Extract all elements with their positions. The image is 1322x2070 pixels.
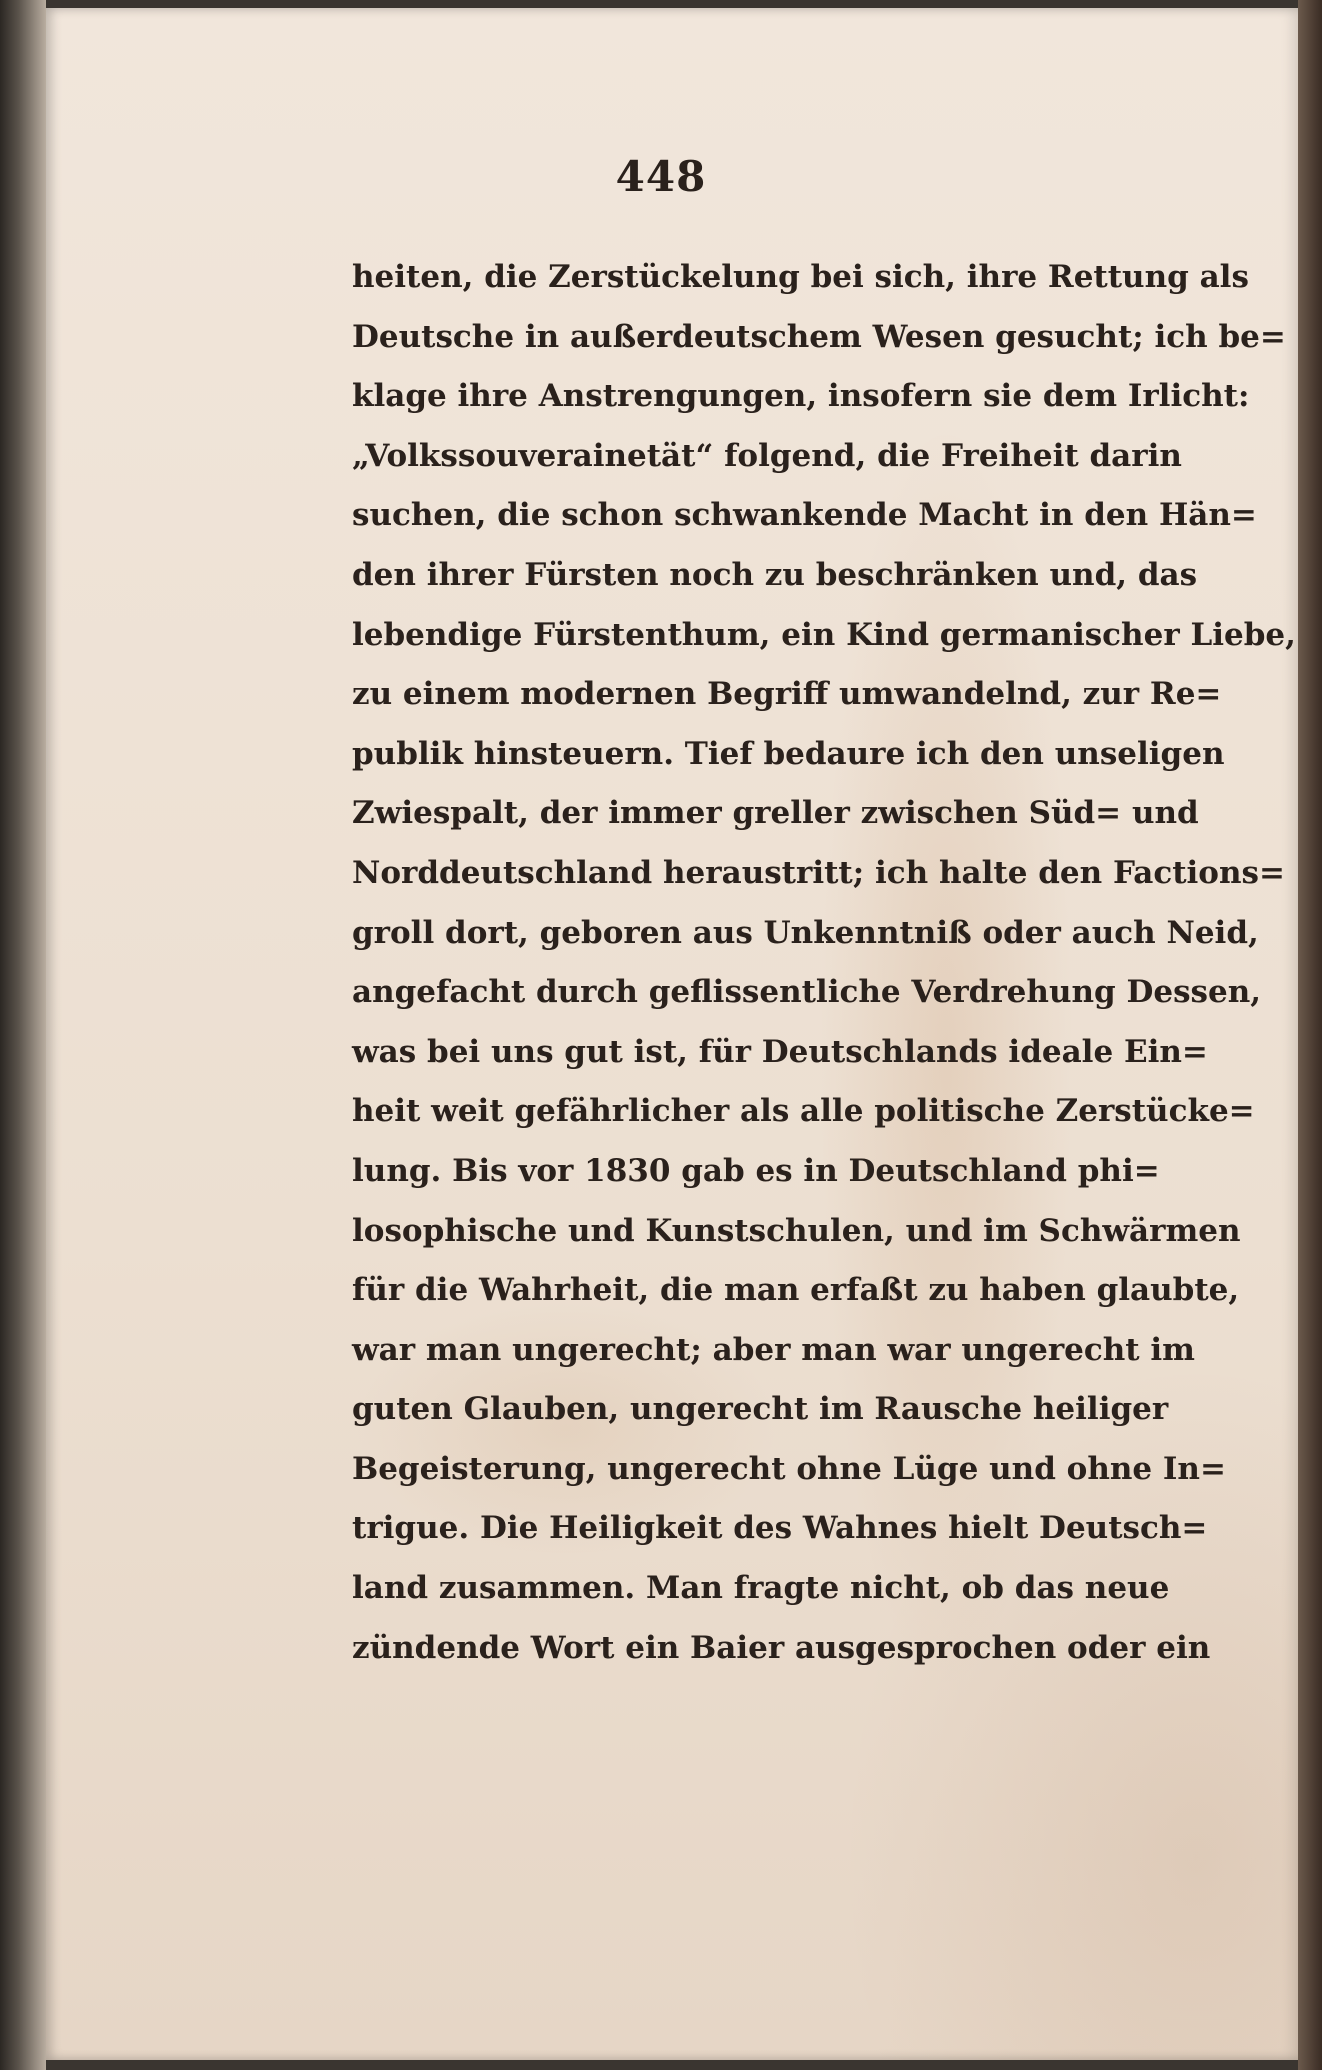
text-line: suchen, die schon schwankende Macht in den Hän= — [352, 497, 1257, 534]
text-line: Norddeutschland heraustritt; ich halte den Factions= — [352, 854, 1285, 891]
text-line: zu einem modernen Begriff umwandelnd, zur Re= — [352, 676, 1222, 713]
text-line: guten Glauben, ungerecht im Rausche heiliger — [352, 1391, 1169, 1428]
text-line: Begeisterung, ungerecht ohne Lüge und ohne In= — [352, 1450, 1226, 1487]
text-line: land zusammen. Man fragte nicht, ob das neue — [352, 1570, 1170, 1607]
text-line: war man ungerecht; aber man war ungerecht im — [352, 1331, 1195, 1368]
body-text — [352, 248, 1296, 1678]
text-line: publik hinsteuern. Tief bedaure ich den unseligen — [352, 735, 1225, 772]
text-line: lebendige Fürstenthum, ein Kind germanischer Liebe, — [352, 616, 1296, 653]
text-line: „Volkssouverainetät“ folgend, die Freiheit darin — [352, 437, 1182, 474]
text-line: trigue. Die Heiligkeit des Wahnes hielt Deutsch= — [352, 1510, 1208, 1547]
text-line: angefacht durch geflissentliche Verdrehung Dessen, — [352, 974, 1262, 1011]
text-line: klage ihre Anstrengungen, insofern sie dem Irlicht: — [352, 378, 1250, 415]
text-line: was bei uns gut ist, für Deutschlands ideale Ein= — [352, 1033, 1208, 1070]
book-binding-edge — [0, 0, 46, 2070]
text-line: lung. Bis vor 1830 gab es in Deutschland phi= — [352, 1152, 1160, 1189]
text-line: zündende Wort ein Baier ausgesprochen oder ein — [352, 1629, 1211, 1666]
text-line: groll dort, geboren aus Unkenntniß oder auch Neid, — [352, 914, 1259, 951]
text-line: heiten, die Zerstückelung bei sich, ihre Rettung als — [352, 259, 1249, 295]
text-line: für die Wahrheit, die man erfaßt zu haben glaubte, — [352, 1272, 1240, 1309]
text-line: Deutsche in außerdeutschem Wesen gesucht; ich be= — [352, 318, 1286, 355]
page-right-edge — [1298, 0, 1322, 2070]
text-line: heit weit gefährlicher als alle politische Zerstücke= — [352, 1093, 1255, 1130]
text-line: Zwiespalt, der immer greller zwischen Süd= und — [352, 795, 1199, 832]
text-line: losophische und Kunstschulen, und im Schwärmen — [352, 1212, 1241, 1249]
text-line: den ihrer Fürsten noch zu beschränken und, das — [352, 556, 1198, 593]
page-number: 448 — [615, 152, 707, 201]
